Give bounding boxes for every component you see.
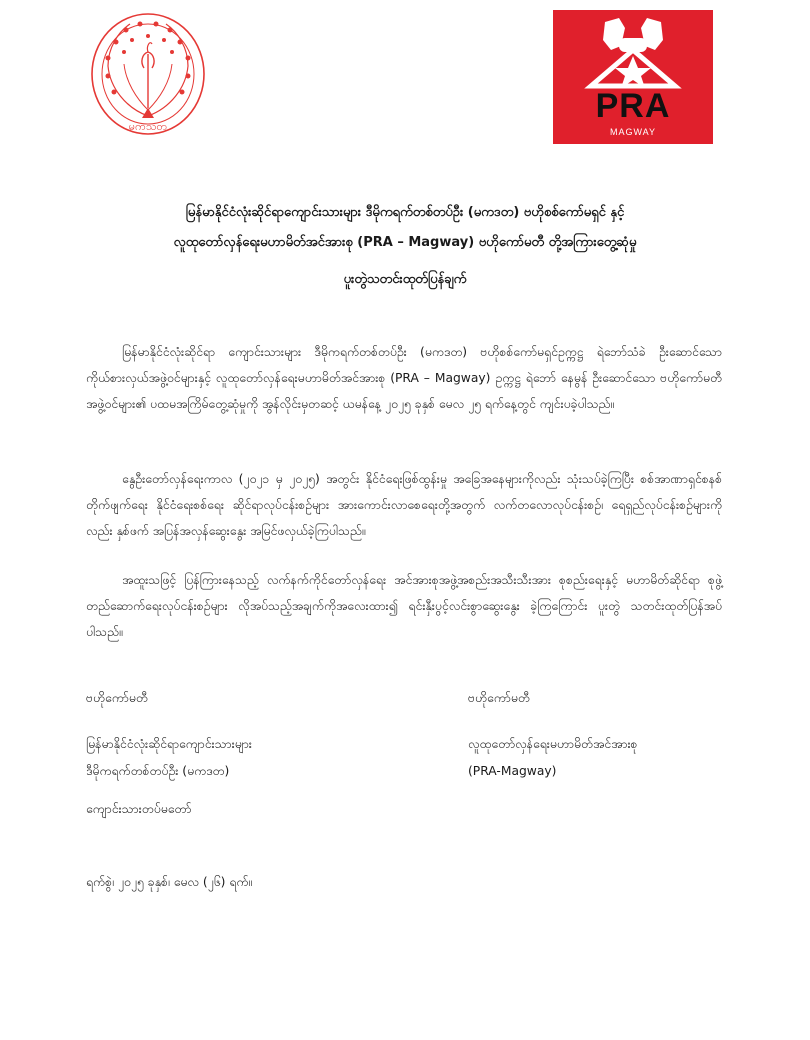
seal-text: မကသတ [128, 120, 168, 133]
title-line-1: မြန်မာနိုင်ငံလုံးဆိုင်ရာကျောင်းသားများ ဒီမိုကရက်တစ်တပ်ဦး (မကဒတ) ဗဟိုစစ်ကော်မရှင် နှင့် [185, 205, 625, 220]
left-extra-line: ကျောင်းသားတပ်မတော် [86, 802, 192, 816]
right-committee-label: ဗဟိုကော်မတီ [468, 691, 530, 705]
right-org-line-1: လူထုတော်လှန်ရေးမဟာမိတ်အင်အားစု [468, 737, 638, 751]
title-line-3: ပူးတွဲသတင်းထုတ်ပြန်ချက် [343, 272, 467, 287]
peacock-seal-logo [86, 8, 210, 144]
pra-logo-text: PRA [595, 87, 671, 125]
left-org-line-1: မြန်မာနိုင်ငံလုံးဆိုင်ရာကျောင်းသားများ [86, 737, 252, 751]
left-org-line-2: ဒီမိုကရက်တစ်တပ်ဦး (မကဒတ) [86, 764, 230, 778]
body-paragraph-1: မြန်မာနိုင်ငံလုံးဆိုင်ရာ ကျောင်းသားများ ဒီမိုကရက်တစ်တပ်ဦး (မကဒတ) ဗဟိုစစ်ကော်မရှင်ဥက္ကဋ္ဌ ရဲဘော်သံခဲ ဦးဆောင်သော ကိုယ်စားလှယ်အဖွဲ့ဝင်များနှင့် လူထုတော်လှန်ရေးမဟာမိတ်အင်အားစု (PRA – Magway) ဥက္ကဋ္ဌ ရဲဘော် နေမွန် ဦးဆောင်သော ဗဟိုကော်မတီအဖွဲ့ဝင်များ၏ ပထမအကြိမ်တွေ့ဆုံမှုကို အွန်လိုင်းမှတဆင့် ယမန်နေ့ ၂၀၂၅ ခုနှစ် မေလ ၂၅ ရက်နေ့တွင် ကျင်းပခဲ့ပါသည်။ [86, 345, 722, 411]
body-paragraph-3: အထူးသဖြင့် ပြန်ကြားနေသည့် လက်နက်ကိုင်တော်လှန်ရေး အင်အားစုအဖွဲ့အစည်းအသီးသီးအား စုစည်းရေးနှင့် မဟာမိတ်ဆိုင်ရာ စုဖွဲ့တည်ဆောက်ရေးလုပ်ငန်းစဉ်များ လိုအပ်သည့်အချက်ကိုအလေးထား၍ ရင်းနှီးပွင့်လင်းစွာဆွေးနွေး ခဲ့ကြကြောင်း ပူးတွဲ သတင်းထုတ်ပြန်အပ်ပါသည်။ [86, 573, 722, 639]
peacock-icon [86, 8, 210, 144]
body-paragraph-2: နွေဦးတော်လှန်ရေးကာလ (၂၀၂၁ မှ ၂၀၂၅) အတွင်း နိုင်ငံရေးဖြစ်ထွန်းမှု အခြေအနေများကိုလည်း သုံးသပ်ခဲ့ကြပြီး စစ်အာဏာရှင်စနစ်တိုက်ဖျက်ရေး နိုင်ငံရေးစစ်ရေး ဆိုင်ရာလုပ်ငန်းစဉ်များ အားကောင်းလာစေရေးတို့အတွက် လက်တလောလုပ်ငန်းစဉ်၊ ရေရှည်လုပ်ငန်းစဉ်များကိုလည်း နှစ်ဖက် အပြန်အလှန်ဆွေးနွေး အမြင်ဖလှယ်ခဲ့ကြပါသည်။ [86, 472, 722, 538]
pra-magway-logo [553, 10, 713, 144]
magway-logo-text: MAGWAY [610, 127, 656, 137]
right-org-line-2: (PRA-Magway) [468, 764, 557, 778]
document-date: ရက်စွဲ၊ ၂၀၂၅ ခုနှစ်၊ မေလ (၂၆) ရက်။ [86, 875, 253, 889]
title-line-2: လူထုတော်လှန်ရေးမဟာမိတ်အင်အားစု (PRA – Magway) ဗဟိုကော်မတီ တို့အကြားတွေ့ဆုံမှု [173, 235, 637, 250]
left-committee-label: ဗဟိုကော်မတီ [86, 691, 148, 705]
